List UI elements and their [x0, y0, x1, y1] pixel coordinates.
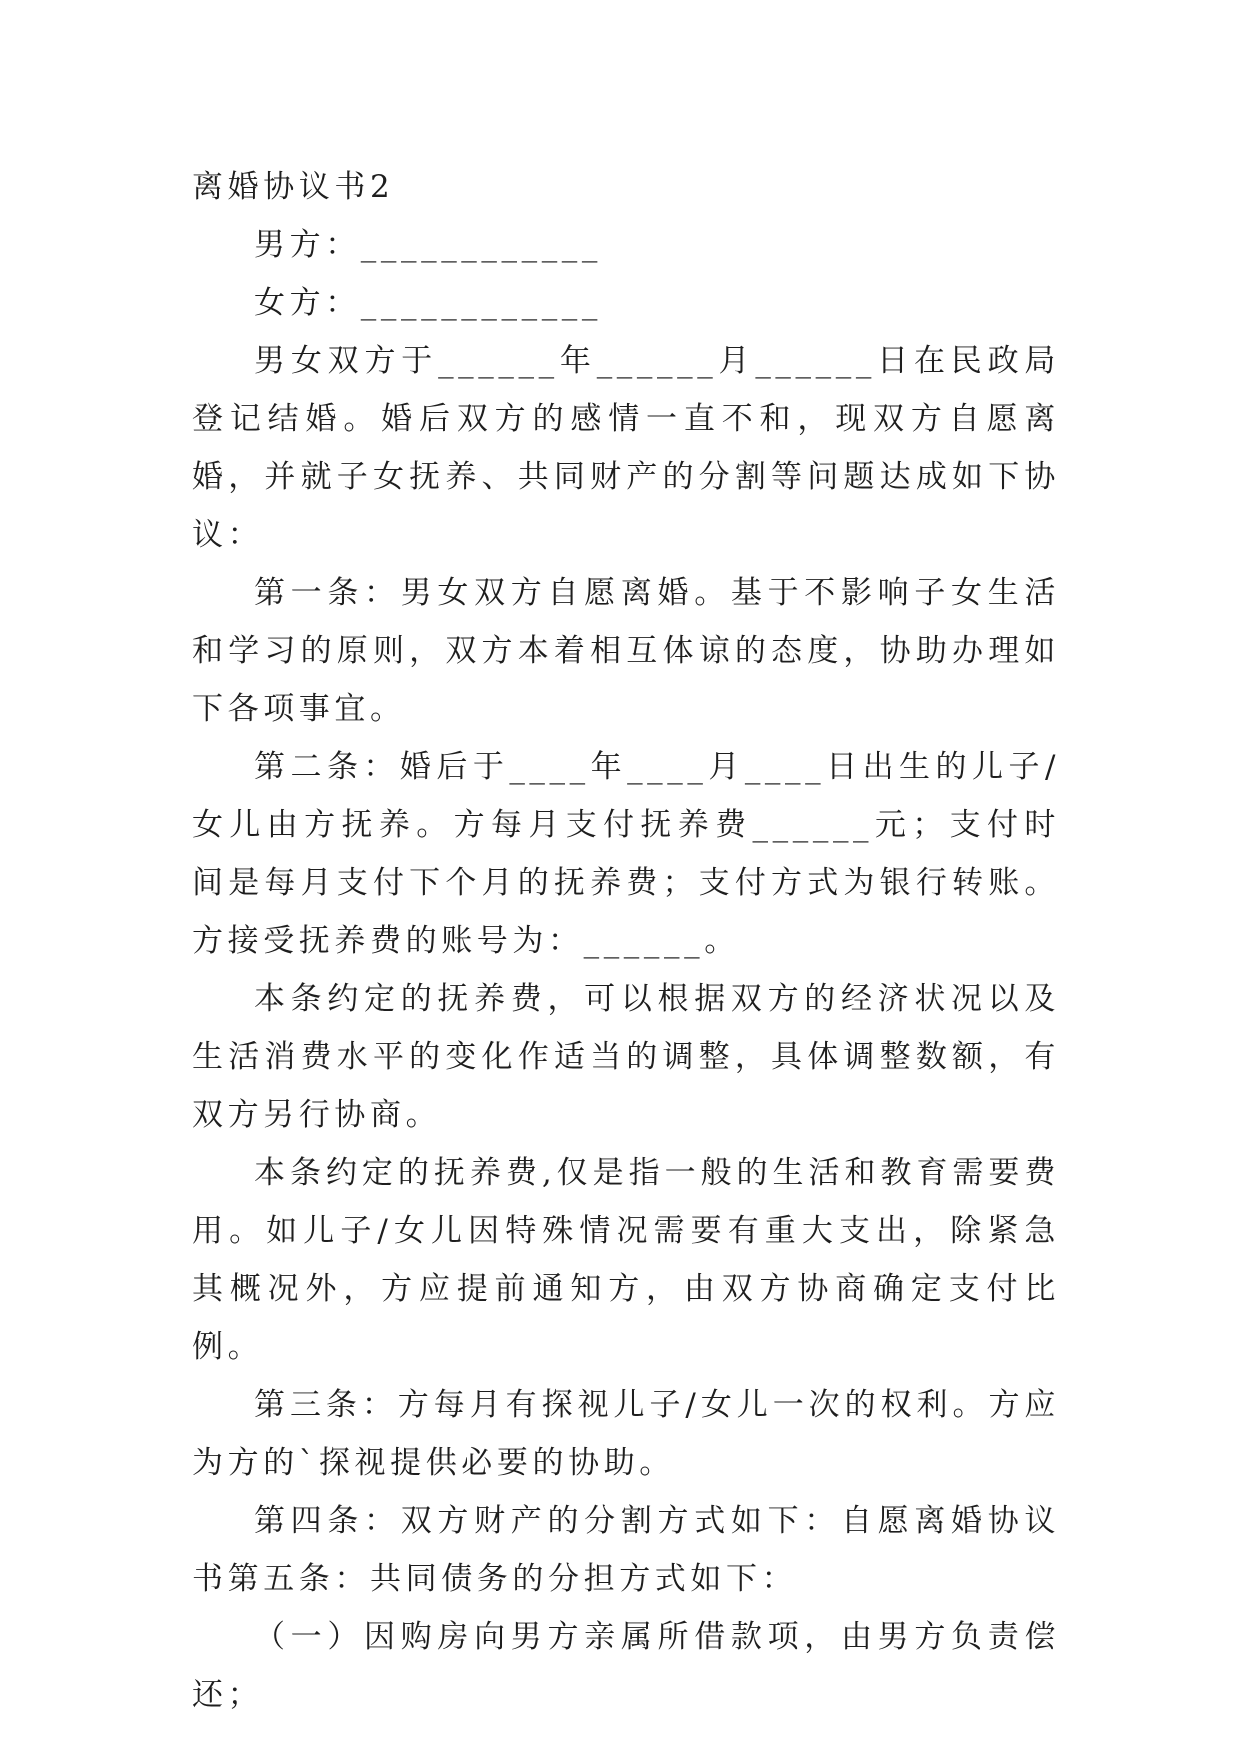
document-body	[192, 158, 1060, 1724]
paragraph-intro: 男女双方于______年______月______日在民政局登记结婚。婚后双方的感情一直不和，现双方自愿离婚，并就子女抚养、共同财产的分割等问题达成如下协议：	[192, 343, 1060, 553]
paragraph-male-party: 男方：____________	[254, 227, 602, 263]
paragraph-article-2: 第二条：婚后于____年____月____日出生的儿子/女儿由方抚养。方每月支付抚养费______元；支付时间是每月支付下个月的抚养费；支付方式为银行转账。方接受抚养费的账号为：______。	[192, 749, 1060, 959]
paragraph-article-1: 第一条：男女双方自愿离婚。基于不影响子女生活和学习的原则，双方本着相互体谅的态度，协助办理如下各项事宜。	[192, 575, 1060, 727]
paragraph-article-3: 第三条：方每月有探视儿子/女儿一次的权利。方应为方的`探视提供必要的协助。	[192, 1387, 1060, 1481]
paragraph-female-party: 女方：____________	[254, 285, 602, 321]
paragraph-debt-item-1: （一）因购房向男方亲属所借款项，由男方负责偿还；	[192, 1619, 1060, 1713]
paragraph-article-2-scope: 本条约定的抚养费,仅是指一般的生活和教育需要费用。如儿子/女儿因特殊情况需要有重大支出，除紧急其概况外，方应提前通知方，由双方协商确定支付比例。	[192, 1155, 1060, 1365]
document-title: 离婚协议书2	[192, 169, 395, 205]
paragraph-article-2-adjustment: 本条约定的抚养费，可以根据双方的经济状况以及生活消费水平的变化作适当的调整，具体调整数额，有双方另行协商。	[192, 981, 1060, 1133]
paragraph-article-4-5: 第四条：双方财产的分割方式如下：自愿离婚协议书第五条：共同债务的分担方式如下：	[192, 1503, 1060, 1597]
